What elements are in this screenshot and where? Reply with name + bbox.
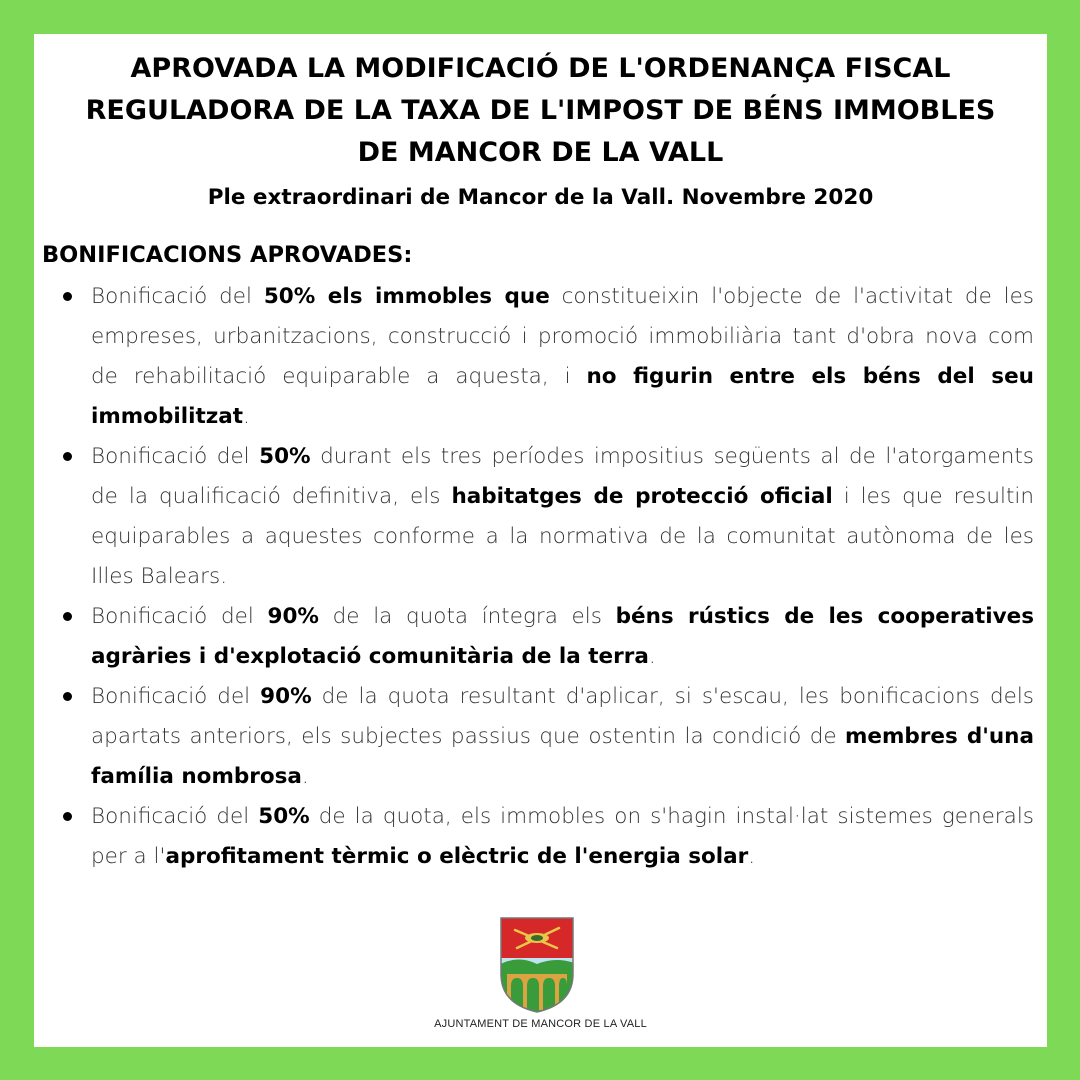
list-item: [91, 677, 1034, 797]
item-text: de la quota, els immobles on s'hagin instal·lat sistemes generals per a l': [91, 804, 1034, 869]
bullet-icon: [63, 612, 72, 621]
footer-caption: AJUNTAMENT DE MANCOR DE LA VALL: [434, 1018, 647, 1030]
item-text: de la quota resultant d'aplicar, si s'escau, les bonificacions dels apartats anteriors, els subjectes passius que ostentin la condició de: [91, 684, 1034, 749]
bold-text: membres d'una família nombrosa: [91, 724, 1034, 789]
item-text: durant els tres períodes impositius següents al de l'atorgaments de la qualificació definitiva, els: [91, 444, 1034, 509]
title-line-1: APROVADA LA MODIFICACIÓ DE L'ORDENANÇA FISCAL: [130, 53, 951, 84]
bold-text: habitatges de protecció oficial: [451, 484, 833, 509]
item-text: i les que resultin equiparables a aquestes conforme a la normativa de la comunitat autònoma de les Illes Balears.: [91, 484, 1034, 589]
section-heading: BONIFICACIONS APROVADES:: [42, 242, 413, 268]
list-item: [91, 797, 1034, 877]
item-text: .: [648, 644, 656, 669]
coat-of-arms-icon: [497, 914, 577, 1014]
subtitle: Ple extraordinari de Mancor de la Vall. Novembre 2020: [207, 185, 874, 210]
item-text: Bonificació del: [91, 604, 268, 629]
page-title: [54, 48, 1027, 174]
bold-text: 90%: [267, 604, 319, 629]
item-text: Bonificació del: [91, 284, 264, 309]
bold-text: 50% els immobles que: [263, 284, 550, 309]
bold-text: 90%: [260, 684, 312, 709]
item-text: Bonificació del: [91, 804, 259, 829]
item-text: .: [243, 404, 250, 429]
bold-text: no figurin entre els béns del seu immobilitzat: [91, 364, 1034, 429]
bullet-icon: [63, 292, 72, 301]
list-item: [91, 597, 1034, 677]
item-text: Bonificació del: [91, 684, 261, 709]
list-item: [91, 437, 1034, 597]
bold-text: 50%: [259, 444, 311, 469]
item-text: constitueixin l'objecte de l'activitat de les empreses, urbanitzacions, construcció i promoció immobiliària tant d'obra nova com de rehabilitació equiparable a aquesta, i: [91, 284, 1035, 389]
item-text: .: [748, 844, 756, 869]
content-card: [34, 34, 1047, 1047]
title-line-3: DE MANCOR DE LA VALL: [357, 137, 724, 168]
bullet-icon: [63, 692, 72, 701]
bold-text: 50%: [258, 804, 310, 829]
bold-text: aprofitament tèrmic o elèctric de l'energia solar: [165, 844, 749, 869]
bullet-icon: [63, 812, 72, 821]
list-item: [91, 277, 1034, 437]
item-text: de la quota íntegra els: [318, 604, 616, 629]
bold-text: béns rústics de les cooperatives agràries i d'explotació comunitària de la terra: [91, 604, 1035, 669]
bonus-list: [91, 277, 1034, 877]
bullet-icon: [63, 452, 72, 461]
item-text: Bonificació del: [91, 444, 260, 469]
title-line-2: REGULADORA DE LA TAXA DE L'IMPOST DE BÉNS IMMOBLES: [85, 95, 996, 126]
item-text: .: [301, 764, 309, 789]
